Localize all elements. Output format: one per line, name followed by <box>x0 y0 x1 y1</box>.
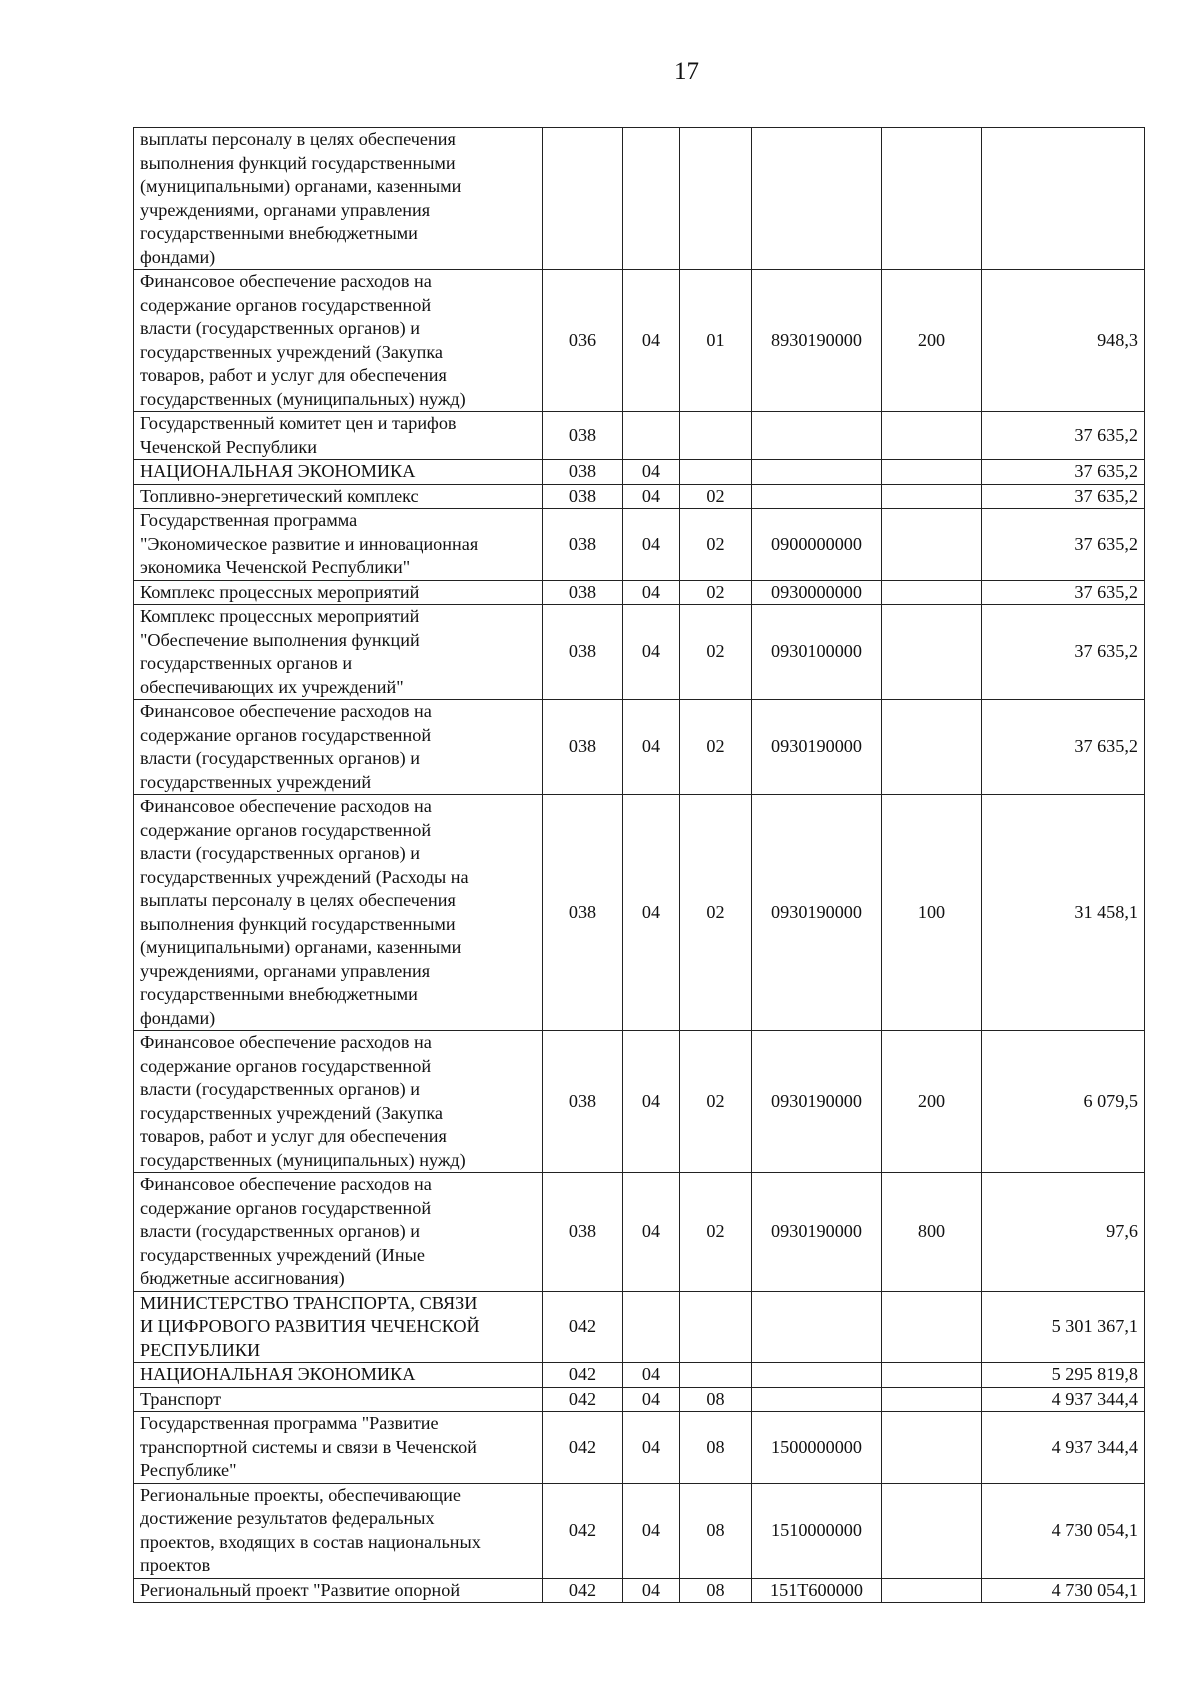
budget-table <box>133 127 1145 1603</box>
amount-cell: 37 635,2 <box>982 605 1145 700</box>
row-name: Финансовое обеспечение расходов на содержание органов государственной власти (государственных органов) и государственных учреждений <box>134 700 543 795</box>
expense-type-code-cell <box>882 1387 982 1412</box>
table-row <box>134 580 1145 605</box>
amount-cell: 37 635,2 <box>982 509 1145 581</box>
section-code-cell: 04 <box>623 700 680 795</box>
target-item-code-cell <box>752 1291 882 1363</box>
section-code-cell: 04 <box>623 270 680 412</box>
section-code-cell: 04 <box>623 460 680 485</box>
section-code-cell: 04 <box>623 605 680 700</box>
section-code-cell <box>623 1291 680 1363</box>
page-number: 17 <box>674 58 699 85</box>
section-code-cell: 04 <box>623 1173 680 1292</box>
table-row <box>134 484 1145 509</box>
subsection-code-cell: 08 <box>680 1387 752 1412</box>
grbs-code-cell: 038 <box>543 460 623 485</box>
grbs-code-cell: 042 <box>543 1483 623 1578</box>
amount-cell: 4 730 054,1 <box>982 1578 1145 1603</box>
section-code-cell: 04 <box>623 484 680 509</box>
expense-type-code-cell <box>882 460 982 485</box>
subsection-code-cell: 01 <box>680 270 752 412</box>
table-row <box>134 128 1145 270</box>
table-row <box>134 1031 1145 1173</box>
table-row <box>134 700 1145 795</box>
expense-type-code-cell <box>882 1578 982 1603</box>
expense-type-code-cell: 100 <box>882 795 982 1031</box>
expense-type-code-cell: 800 <box>882 1173 982 1292</box>
target-item-code-cell: 1510000000 <box>752 1483 882 1578</box>
row-name: Государственный комитет цен и тарифов Чеченской Республики <box>134 412 543 460</box>
target-item-code-cell: 0900000000 <box>752 509 882 581</box>
row-name: Региональные проекты, обеспечивающие достижение результатов федеральных проектов, входящих в состав национальных проектов <box>134 1483 543 1578</box>
subsection-code-cell: 08 <box>680 1578 752 1603</box>
table-row <box>134 1387 1145 1412</box>
target-item-code-cell <box>752 128 882 270</box>
grbs-code-cell: 038 <box>543 1031 623 1173</box>
row-name: Финансовое обеспечение расходов на содержание органов государственной власти (государственных органов) и государственных учреждений (Закупка товаров, работ и услуг для обеспечения государственных (муниципальных) нужд) <box>134 270 543 412</box>
amount-cell: 37 635,2 <box>982 484 1145 509</box>
section-code-cell: 04 <box>623 1387 680 1412</box>
grbs-code-cell: 042 <box>543 1412 623 1484</box>
grbs-code-cell: 036 <box>543 270 623 412</box>
target-item-code-cell <box>752 412 882 460</box>
subsection-code-cell: 02 <box>680 1173 752 1292</box>
table-row <box>134 270 1145 412</box>
subsection-code-cell <box>680 1291 752 1363</box>
section-code-cell: 04 <box>623 1412 680 1484</box>
amount-cell: 4 937 344,4 <box>982 1387 1145 1412</box>
grbs-code-cell: 038 <box>543 484 623 509</box>
table-row <box>134 1483 1145 1578</box>
section-code-cell: 04 <box>623 795 680 1031</box>
subsection-code-cell <box>680 128 752 270</box>
section-code-cell <box>623 128 680 270</box>
row-name: Комплекс процессных мероприятий <box>134 580 543 605</box>
row-name: Финансовое обеспечение расходов на содержание органов государственной власти (государственных органов) и государственных учреждений (Иные бюджетные ассигнования) <box>134 1173 543 1292</box>
section-code-cell: 04 <box>623 580 680 605</box>
section-code-cell: 04 <box>623 1363 680 1388</box>
target-item-code-cell <box>752 1387 882 1412</box>
grbs-code-cell: 042 <box>543 1363 623 1388</box>
subsection-code-cell: 02 <box>680 700 752 795</box>
table-row <box>134 1173 1145 1292</box>
expense-type-code-cell <box>882 128 982 270</box>
grbs-code-cell: 038 <box>543 795 623 1031</box>
subsection-code-cell <box>680 460 752 485</box>
table-row <box>134 1578 1145 1603</box>
section-code-cell <box>623 412 680 460</box>
subsection-code-cell: 08 <box>680 1483 752 1578</box>
expense-type-code-cell <box>882 1363 982 1388</box>
table-row <box>134 460 1145 485</box>
target-item-code-cell: 0930190000 <box>752 1031 882 1173</box>
subsection-code-cell: 02 <box>680 1031 752 1173</box>
expense-type-code-cell <box>882 580 982 605</box>
row-name: Комплекс процессных мероприятий "Обеспечение выполнения функций государственных органов и обеспечивающих их учреждений" <box>134 605 543 700</box>
table-body <box>134 128 1145 1603</box>
subsection-code-cell: 02 <box>680 795 752 1031</box>
row-name: Государственная программа "Развитие транспортной системы и связи в Чеченской Республике" <box>134 1412 543 1484</box>
subsection-code-cell <box>680 1363 752 1388</box>
row-name: Финансовое обеспечение расходов на содержание органов государственной власти (государственных органов) и государственных учреждений (Расходы на выплаты персоналу в целях обеспечения выполнения функций государственными (муниципальными) органами, казенными учреждениями, органами управления государственными внебюджетными фондами) <box>134 795 543 1031</box>
amount-cell: 4 937 344,4 <box>982 1412 1145 1484</box>
row-name: Финансовое обеспечение расходов на содержание органов государственной власти (государственных органов) и государственных учреждений (Закупка товаров, работ и услуг для обеспечения государственных (муниципальных) нужд) <box>134 1031 543 1173</box>
table-row <box>134 605 1145 700</box>
target-item-code-cell: 0930190000 <box>752 795 882 1031</box>
amount-cell <box>982 128 1145 270</box>
subsection-code-cell: 02 <box>680 605 752 700</box>
grbs-code-cell: 038 <box>543 1173 623 1292</box>
row-name: НАЦИОНАЛЬНАЯ ЭКОНОМИКА <box>134 1363 543 1388</box>
expense-type-code-cell <box>882 484 982 509</box>
table-row <box>134 412 1145 460</box>
target-item-code-cell: 0930000000 <box>752 580 882 605</box>
row-name: выплаты персоналу в целях обеспечения выполнения функций государственными (муниципальными) органами, казенными учреждениями, органами управления государственными внебюджетными фондами) <box>134 128 543 270</box>
grbs-code-cell: 038 <box>543 509 623 581</box>
grbs-code-cell: 042 <box>543 1578 623 1603</box>
target-item-code-cell: 1500000000 <box>752 1412 882 1484</box>
grbs-code-cell <box>543 128 623 270</box>
amount-cell: 37 635,2 <box>982 460 1145 485</box>
table-row <box>134 509 1145 581</box>
grbs-code-cell: 042 <box>543 1291 623 1363</box>
row-name: НАЦИОНАЛЬНАЯ ЭКОНОМИКА <box>134 460 543 485</box>
expense-type-code-cell <box>882 700 982 795</box>
amount-cell: 4 730 054,1 <box>982 1483 1145 1578</box>
amount-cell: 5 295 819,8 <box>982 1363 1145 1388</box>
subsection-code-cell: 02 <box>680 484 752 509</box>
grbs-code-cell: 038 <box>543 700 623 795</box>
row-name: МИНИСТЕРСТВО ТРАНСПОРТА, СВЯЗИ И ЦИФРОВОГО РАЗВИТИЯ ЧЕЧЕНСКОЙ РЕСПУБЛИКИ <box>134 1291 543 1363</box>
expense-type-code-cell <box>882 509 982 581</box>
row-name: Региональный проект "Развитие опорной <box>134 1578 543 1603</box>
target-item-code-cell: 8930190000 <box>752 270 882 412</box>
expense-type-code-cell: 200 <box>882 1031 982 1173</box>
expense-type-code-cell <box>882 412 982 460</box>
amount-cell: 37 635,2 <box>982 580 1145 605</box>
expense-type-code-cell <box>882 1412 982 1484</box>
subsection-code-cell: 08 <box>680 1412 752 1484</box>
grbs-code-cell: 038 <box>543 605 623 700</box>
table-row <box>134 795 1145 1031</box>
row-name: Государственная программа "Экономическое развитие и инновационная экономика Чеченской Республики" <box>134 509 543 581</box>
amount-cell: 97,6 <box>982 1173 1145 1292</box>
section-code-cell: 04 <box>623 1578 680 1603</box>
grbs-code-cell: 038 <box>543 580 623 605</box>
expense-type-code-cell: 200 <box>882 270 982 412</box>
expense-type-code-cell <box>882 1291 982 1363</box>
target-item-code-cell <box>752 484 882 509</box>
target-item-code-cell: 0930100000 <box>752 605 882 700</box>
amount-cell: 6 079,5 <box>982 1031 1145 1173</box>
section-code-cell: 04 <box>623 1031 680 1173</box>
row-name: Топливно-энергетический комплекс <box>134 484 543 509</box>
table-row <box>134 1291 1145 1363</box>
subsection-code-cell: 02 <box>680 509 752 581</box>
amount-cell: 948,3 <box>982 270 1145 412</box>
amount-cell: 5 301 367,1 <box>982 1291 1145 1363</box>
section-code-cell: 04 <box>623 509 680 581</box>
subsection-code-cell <box>680 412 752 460</box>
target-item-code-cell <box>752 1363 882 1388</box>
expense-type-code-cell <box>882 1483 982 1578</box>
amount-cell: 31 458,1 <box>982 795 1145 1031</box>
grbs-code-cell: 038 <box>543 412 623 460</box>
table-row <box>134 1412 1145 1484</box>
target-item-code-cell: 151Т600000 <box>752 1578 882 1603</box>
expense-type-code-cell <box>882 605 982 700</box>
table-row <box>134 1363 1145 1388</box>
grbs-code-cell: 042 <box>543 1387 623 1412</box>
subsection-code-cell: 02 <box>680 580 752 605</box>
target-item-code-cell <box>752 460 882 485</box>
amount-cell: 37 635,2 <box>982 700 1145 795</box>
target-item-code-cell: 0930190000 <box>752 1173 882 1292</box>
target-item-code-cell: 0930190000 <box>752 700 882 795</box>
amount-cell: 37 635,2 <box>982 412 1145 460</box>
section-code-cell: 04 <box>623 1483 680 1578</box>
row-name: Транспорт <box>134 1387 543 1412</box>
